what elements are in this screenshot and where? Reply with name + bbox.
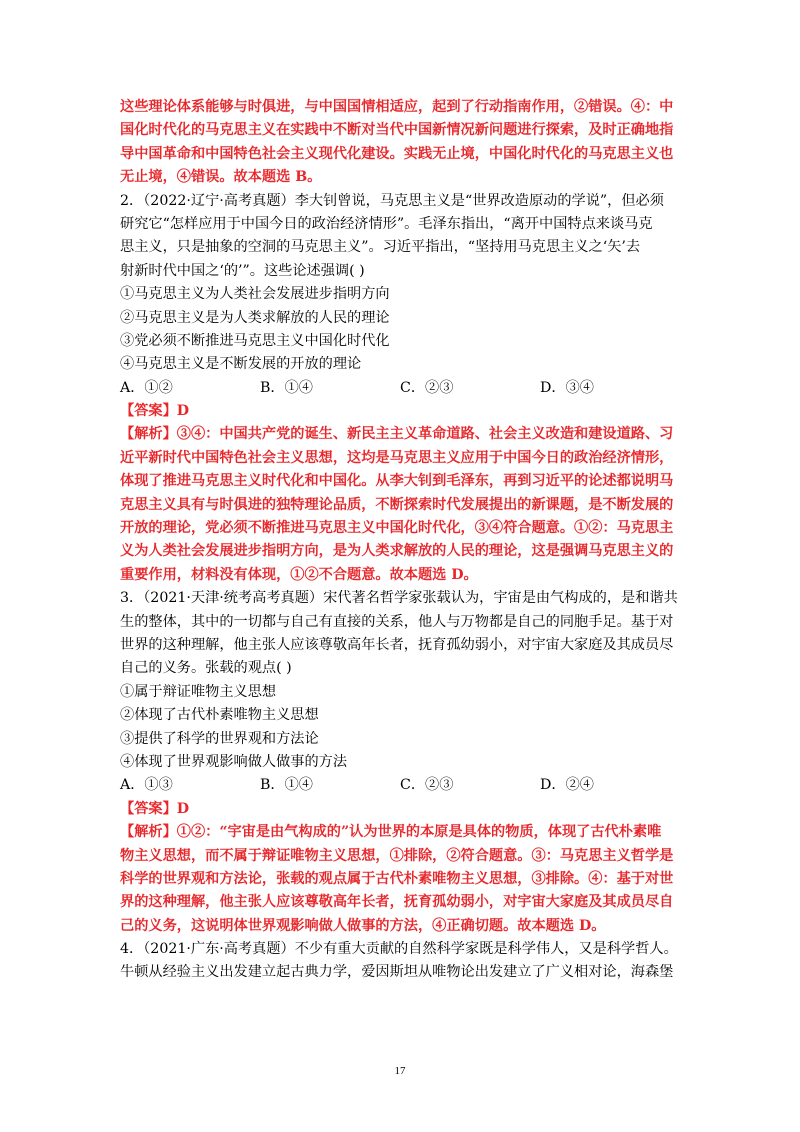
analysis-line: 义为人类社会发展进步指明方向，是为人类求解放的人民的理论，这是强调马克思主义的 <box>120 543 674 560</box>
analysis-line: 克思主义具有与时俱进的独特理论品质，不断探索时代发展提出的新课题，是不断发展的 <box>120 496 674 513</box>
analysis-line: 物主义思想，而不属于辩证唯物主义思想，①排除，②符合题意。③：马克思主义哲学是 <box>120 847 674 864</box>
question-stem-line: 射新时代中国之‘的’”。这些论述强调( ) <box>120 262 365 279</box>
analysis-line: 【解析】③④：中国共产党的诞生、新民主主义革命道路、社会主义改造和建设道路、习 <box>120 426 674 443</box>
analysis-line: 重要作用，材料没有体现，①②不合题意。故本题选 D。 <box>120 566 478 583</box>
page-number: 17 <box>394 1065 406 1077</box>
analysis-line: 体现了推进马克思主义时代化和中国化。从李大钊到毛泽东，再到习近平的论述都说明马 <box>120 473 674 490</box>
statement-item: ②马克思主义是为人类求解放的人民的理论 <box>120 309 390 326</box>
option-b: B．①④ <box>260 379 313 396</box>
analysis-line: 无止境，④错误。故本题选 B。 <box>120 169 322 186</box>
option-b: B．①④ <box>260 777 313 794</box>
option-d: D．②④ <box>540 777 594 794</box>
question-stem-line: 3．（2021·天津·统考高考真题）宋代著名哲学家张载认为，宇宙是由气构成的，是和谐共 <box>120 590 678 607</box>
statement-item: ④马克思主义是不断发展的开放的理论 <box>120 356 362 373</box>
statement-item: ①属于辩证唯物主义思想 <box>120 683 277 700</box>
analysis-line: 界的这种理解，他主张人应该尊敬高年长者，抚育孤幼弱小，对宇宙大家庭及其成员尽自 <box>120 894 674 911</box>
option-a: A．①③ <box>120 777 173 794</box>
question-stem-line: 生的整体，其中的一切都与自己有直接的关系，他人与万物都是自己的同胞手足。基于对 <box>120 613 674 630</box>
question-4 <box>120 938 680 985</box>
statement-item: ③提供了科学的世界观和方法论 <box>120 730 319 747</box>
statement-item: ②体现了古代朴素唯物主义思想 <box>120 707 319 724</box>
question-stem-line: 4．（2021·广东·高考真题）不少有重大贡献的自然科学家既是科学伟人，又是科学哲人。 <box>120 941 678 958</box>
question-2 <box>120 190 680 588</box>
analysis-line: 开放的理论，党必须不断推进马克思主义中国化时代化，③④符合题意。①②：马克思主 <box>120 520 674 537</box>
question-stem-line: 世界的这种理解，他主张人应该尊敬高年长者，抚育孤幼弱小，对宇宙大家庭及其成员尽 <box>120 636 674 653</box>
question-stem-line: 2．（2022·辽宁·高考真题）李大钊曾说，马克思主义是“世界改造原动的学说”，但必须 <box>120 192 664 209</box>
analysis-line: 这些理论体系能够与时俱进，与中国国情相适应，起到了行动指南作用，②错误。④：中 <box>120 99 674 115</box>
question-3 <box>120 587 680 938</box>
document-page <box>120 96 680 985</box>
question-stem-line: 研究它“怎样应用于中国今日的政治经济情形”。毛泽东指出，“离开中国特点来谈马克 <box>120 215 653 232</box>
option-a: A．①② <box>120 379 173 396</box>
statement-item: ①马克思主义为人类社会发展进步指明方向 <box>120 286 390 303</box>
option-d: D．③④ <box>540 379 594 396</box>
answer-line: 【答案】D <box>120 800 190 817</box>
statement-item: ④体现了世界观影响做人做事的方法 <box>120 753 348 770</box>
question-stem-line: 思主义，只是抽象的空洞的马克思主义”。习近平指出，“坚持用马克思主义之‘矢’去 <box>120 239 641 256</box>
question-stem-line: 自己的义务。张载的观点( ) <box>120 660 292 677</box>
analysis-line: 近平新时代中国特色社会主义思想，这均是马克思主义应用于中国今日的政治经济情形， <box>120 449 674 466</box>
answer-options <box>120 774 680 797</box>
analysis-line: 【解析】①②：“宇宙是由气构成的”认为世界的本原是具体的物质，体现了古代朴素唯 <box>120 824 662 841</box>
analysis-line: 导中国革命和中国特色社会主义现代化建设。实践无止境，中国化时代化的马克思主义也 <box>120 145 674 162</box>
analysis-line: 国化时代化的马克思主义在实践中不断对当代中国新情况新问题进行探索，及时正确地指 <box>120 122 674 139</box>
analysis-line: 科学的世界观和方法论，张载的观点属于古代朴素唯物主义思想，③排除。④：基于对世 <box>120 870 674 887</box>
question-stem-line: 牛顿从经验主义出发建立起古典力学，爱因斯坦从唯物论出发建立了广义相对论，海森堡 <box>120 964 674 981</box>
answer-options <box>120 377 680 400</box>
option-c: C．②③ <box>400 777 454 794</box>
statement-item: ③党必须不断推进马克思主义中国化时代化 <box>120 332 390 349</box>
option-c: C．②③ <box>400 379 454 396</box>
answer-line: 【答案】D <box>120 403 190 420</box>
previous-analysis-tail <box>120 96 680 190</box>
analysis-line: 己的义务，这说明体世界观影响做人做事的方法，④正确切题。故本题选 D。 <box>120 917 606 934</box>
